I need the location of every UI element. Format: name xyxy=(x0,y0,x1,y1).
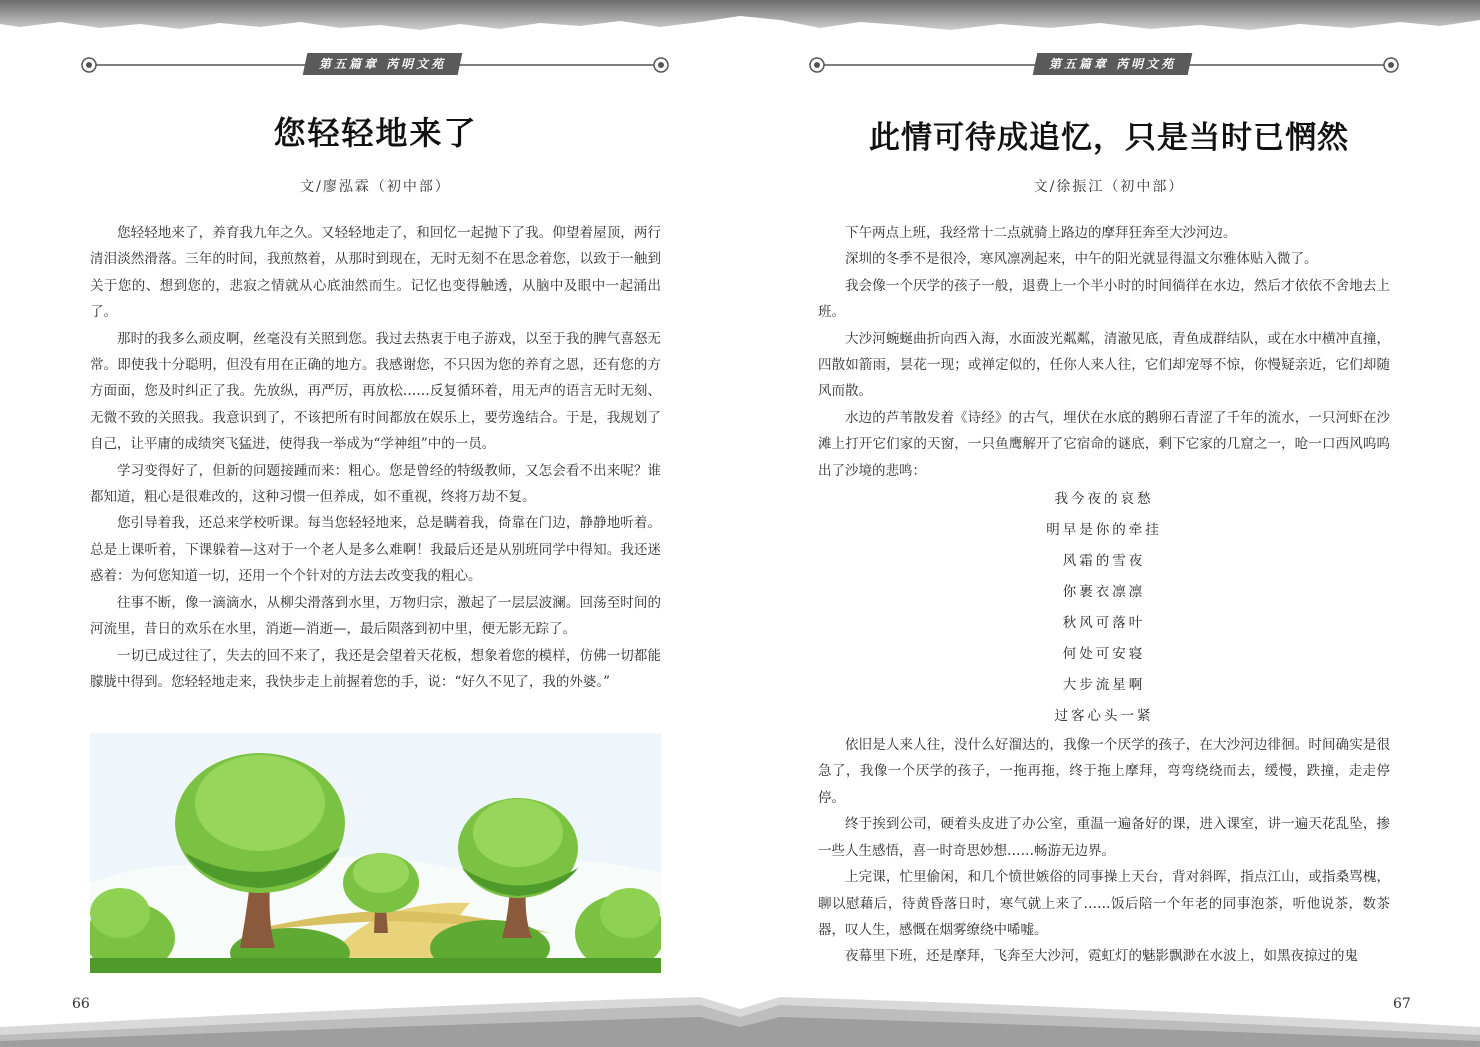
paragraph: 大沙河蜿蜒曲折向西入海，水面波光粼粼，清澈见底，青鱼成群结队，或在水中横冲直撞，四散如箭雨，昙花一现；或禅定似的，任你人来人往，它们却宠辱不惊，你慢疑亲近，它们却随风而散。 xyxy=(818,330,1390,400)
poem-line: 过客心头一紧 xyxy=(1054,708,1154,725)
section-header-label: 第五篇章 芮明文苑 xyxy=(1033,53,1193,75)
paragraph: 下午两点上班，我经常十二点就骑上路边的摩拜狂奔至大沙河边。 xyxy=(845,225,1237,241)
paragraph: 水边的芦苇散发着《诗经》的古气，埋伏在水底的鹅卵石青涩了千年的流水，一只河虾在沙滩上打开它们家的天窗，一只鱼鹰解开了它宿命的谜底，剩下它家的几窟之一，呛一口西风呜呜出了沙境的悲鸣： xyxy=(818,409,1390,479)
paragraph: 那时的我多么顽皮啊，丝毫没有关照到您。我过去热衷于电子游戏，以至于我的脾气喜怒无常。即使我十分聪明，但没有用在正确的地方。我感谢您，不只因为您的养育之恩，还有您的方方面面，您及时纠正了我。先放纵，再严厉，再放松……反复循环着，用无声的语言无时无刻、无微不致的关照我。我意识到了，不该把所有时间都放在娱乐上，要劳逸结合。于是，我规划了自己，让平庸的成绩突飞猛进，使得我一举成为“学神组”中的一员。 xyxy=(90,330,661,453)
paragraph: 您引导着我，还总来学校听课。每当您轻轻地来，总是瞒着我，倚靠在门边，静静地听着。总是上课听着，下课躲着—这对于一个老人是多么难啊！我最后还是从别班同学中得知。我还迷惑着：为何您知道一切，还用一个个针对的方法去改变我的粗心。 xyxy=(90,515,661,585)
paragraph: 往事不断，像一滴滴水，从柳尖滑落到水里，万物归宗，激起了一层层波澜。回荡至时间的河流里，昔日的欢乐在水里，消逝—消逝—，最后陨落到初中里，便无影无踪了。 xyxy=(90,594,661,638)
poem xyxy=(818,484,1390,732)
article-byline: 文/徐振江（初中部） xyxy=(1033,179,1185,195)
poem-line: 我今夜的哀愁 xyxy=(1054,491,1154,508)
article-title: 您轻轻地来了 xyxy=(273,114,478,152)
paragraph: 终于挨到公司，硬着头皮进了办公室，重温一遍备好的课，进入课室，讲一遍天花乱坠，掺一些人生感悟，喜一时奇思妙想……畅游无边界。 xyxy=(818,816,1390,859)
poem-line: 明早是你的牵挂 xyxy=(1046,522,1162,539)
poem-line: 大步流星啊 xyxy=(1062,677,1146,694)
paragraph: 深圳的冬季不是很冷，寒风凛冽起来，中午的阳光就显得温文尔雅体贴入微了。 xyxy=(845,251,1318,268)
page-number: 67 xyxy=(1393,996,1411,1012)
paragraph: 我会像一个厌学的孩子一般，退费上一个半小时的时间徜徉在水边，然后才依依不舍地去上班。 xyxy=(818,277,1390,321)
paragraph: 夜幕里下班，还是摩拜，飞奔至大沙河，霓虹灯的魅影飘渺在水波上，如黑夜掠过的鬼 xyxy=(845,948,1358,965)
paragraph: 您轻轻地来了，养育我九年之久。又轻轻地走了，和回忆一起抛下了我。仰望着屋顶，两行清泪淡然滑落。三年的时间，我煎熬着，从那时到现在，无时无刻不在思念着您，以致于一触到关于您的、想到您的，悲寂之情就从心底油然而生。记忆也变得触透，从脑中及眼中一起涌出了。 xyxy=(90,225,661,321)
page-number: 66 xyxy=(72,996,90,1012)
article-body xyxy=(90,220,661,695)
cartoon-trees-illustration xyxy=(90,733,661,973)
section-header-label: 第五篇章 芮明文苑 xyxy=(303,53,463,75)
poem-line: 何处可安寝 xyxy=(1062,646,1146,663)
article-body xyxy=(818,220,1390,970)
poem-line: 你裹衣凛凛 xyxy=(1062,584,1146,601)
paragraph: 依旧是人来人往，没什么好溜达的，我像一个厌学的孩子，在大沙河边徘徊。时间确实是很急了，我像一个厌学的孩子，一拖再拖，终于拖上摩拜，弯弯绕绕而去，缓慢，跌撞，走走停停。 xyxy=(818,737,1390,806)
paragraph: 上完课，忙里偷闲，和几个愤世嫉俗的同事操上天台，背对斜晖，指点江山，或指桑骂槐，聊以慰藉后，待黄昏落日时，寒气就上来了……饭后陪一个年老的同事泡茶，听他说茶，数茶器，叹人生，感慨在烟雾缭绕中唏嘘。 xyxy=(818,869,1390,938)
article-title: 此情可待成追忆，只是当时已惘然 xyxy=(869,120,1349,156)
poem-line: 风霜的雪夜 xyxy=(1062,553,1146,570)
poem-line: 秋风可落叶 xyxy=(1062,615,1146,632)
article-byline: 文/廖泓霖（初中部） xyxy=(300,179,451,195)
paragraph: 一切已成过往了，失去的回不来了，我还是会望着天花板，想象着您的模样，仿佛一切都能朦胧中得到。您轻轻地走来，我快步走上前握着您的手，说：“好久不见了，我的外婆。” xyxy=(90,647,661,690)
right-page xyxy=(740,0,1480,1047)
paragraph: 学习变得好了，但新的问题接踵而来：粗心。您是曾经的特级教师，又怎会看不出来呢？谁都知道，粗心是很难改的，这种习惯一但养成，如不重视，终将万劫不复。 xyxy=(90,462,661,506)
